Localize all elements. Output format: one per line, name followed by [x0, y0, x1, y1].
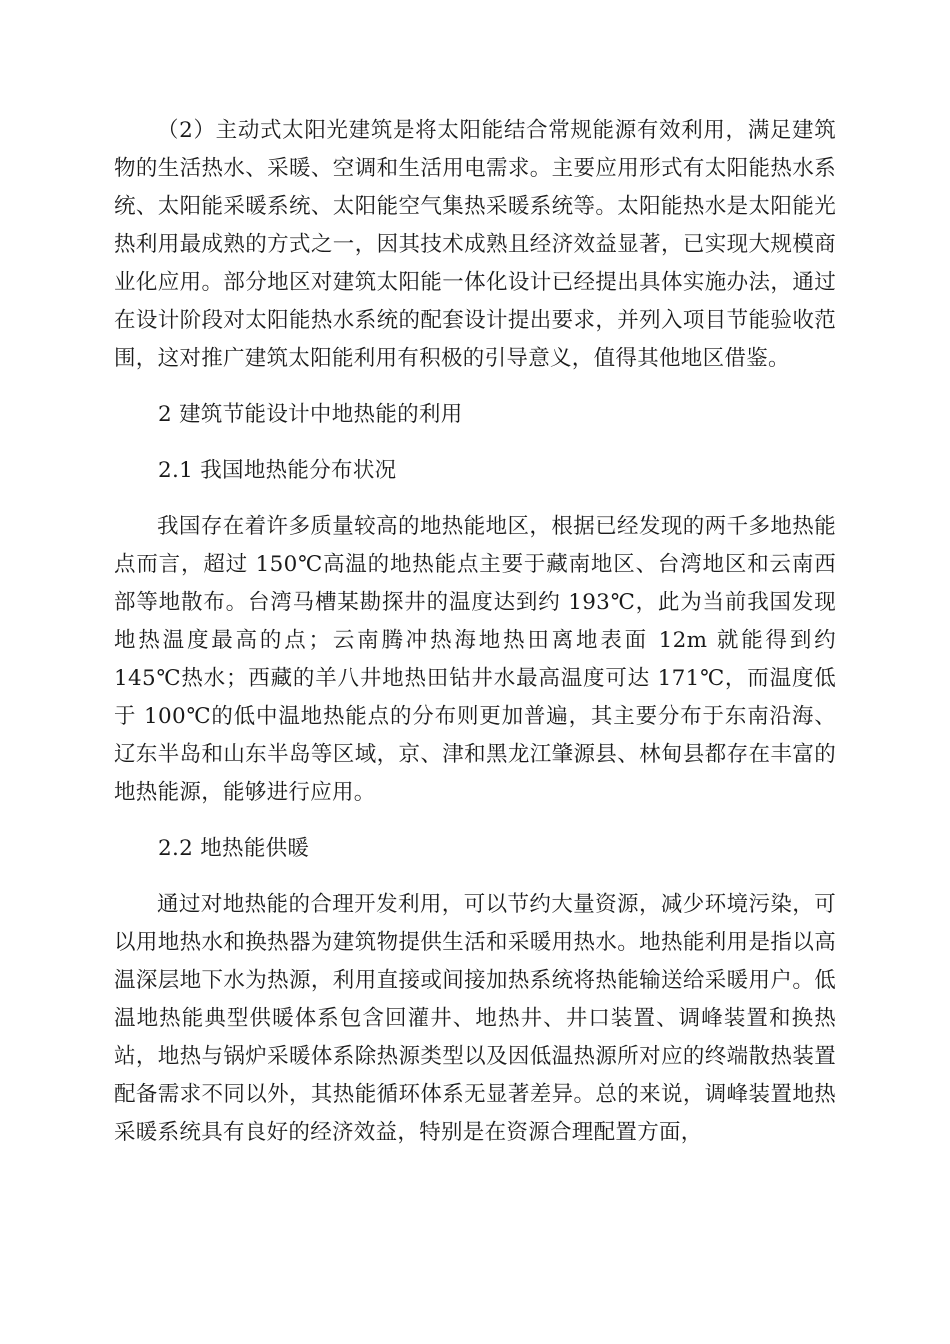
paragraph-geothermal-distribution: 我国存在着许多质量较高的地热能地区，根据已经发现的两千多地热能点而言，超过 150℃高温的地热能点主要于藏南地区、台湾地区和云南西部等地散布。台湾马槽某勘探井的温度达到约 193℃，此为当前我国发现地热温度最高的点；云南腾冲热海地热田离地表面 12m 就能得到约 145℃热水；西藏的羊八井地热田钻井水最高温度可达 171℃，而温度低于 100℃的低中温地热能点的分布则更加普遍，其主要分布于东南沿海、辽东半岛和山东半岛等区域，京、津和黑龙江肇源县、林甸县都存在丰富的地热能源，能够进行应用。 — [114, 514, 836, 805]
paragraph-geothermal-heating: 通过对地热能的合理开发利用，可以节约大量资源，减少环境污染，可以用地热水和换热器为建筑物提供生活和采暖用热水。地热能利用是指以高温深层地下水为热源，利用直接或间接加热系统将热能输送给采暖用户。低温地热能典型供暖体系包含回灌井、地热井、井口装置、调峰装置和换热站，地热与锅炉采暖体系除热源类型以及因低温热源所对应的终端散热装置配备需求不同以外，其热能循环体系无显著差异。总的来说，调峰装置地热采暖系统具有良好的经济效益，特别是在资源合理配置方面， — [114, 892, 836, 1145]
subsection-heading-geothermal-distribution: 2.1 我国地热能分布状况 — [158, 458, 397, 483]
paragraph-active-solar-building: （2）主动式太阳光建筑是将太阳能结合常规能源有效利用，满足建筑物的生活热水、采暖、空调和生活用电需求。主要应用形式有太阳能热水系统、太阳能采暖系统、太阳能空气集热采暖系统等。太阳能热水是太阳能光热利用最成熟的方式之一，因其技术成熟且经济效益显著，已实现大规模商业化应用。部分地区对建筑太阳能一体化设计已经提出具体实施办法，通过在设计阶段对太阳能热水系统的配套设计提出要求，并列入项目节能验收范围，这对推广建筑太阳能利用有积极的引导意义，值得其他地区借鉴。 — [114, 118, 836, 371]
document-body — [114, 112, 836, 1152]
section-heading-geothermal-use: 2 建筑节能设计中地热能的利用 — [158, 402, 463, 427]
subsection-heading-geothermal-heating: 2.2 地热能供暖 — [158, 836, 310, 861]
